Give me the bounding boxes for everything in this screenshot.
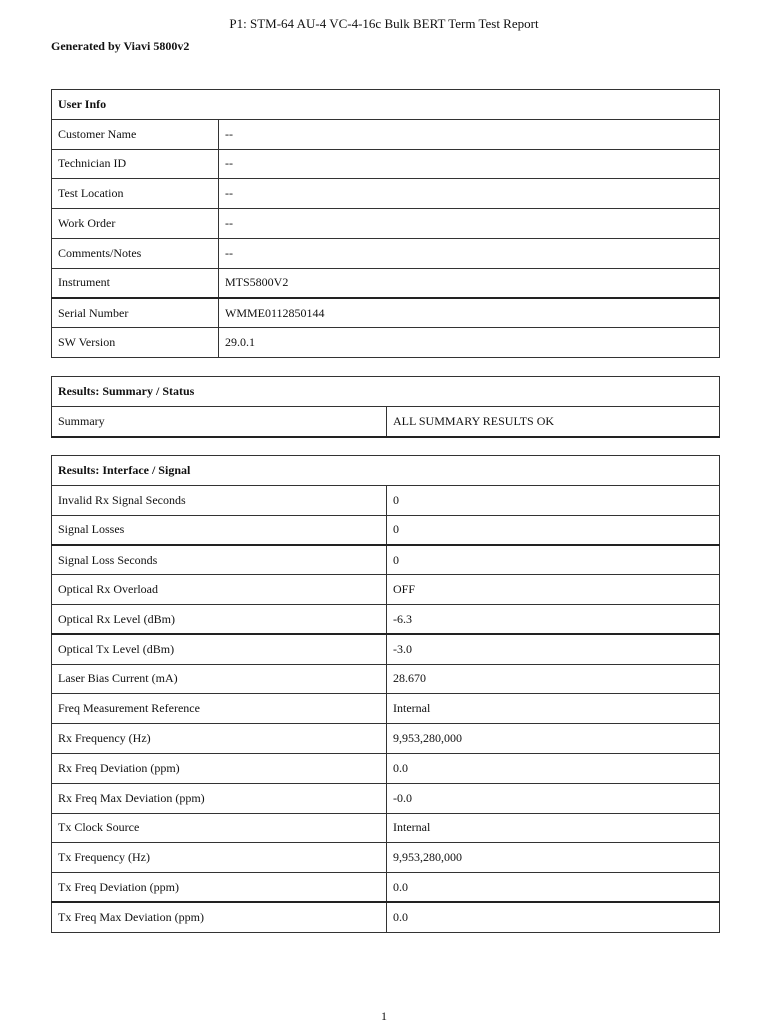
summary-value: ALL SUMMARY RESULTS OK xyxy=(387,407,720,437)
table-row xyxy=(52,268,720,298)
invalid-rx-signal-seconds-value: 0 xyxy=(387,485,720,515)
table-row xyxy=(52,664,720,694)
instrument-value: MTS5800V2 xyxy=(219,268,720,298)
work-order-label: Work Order xyxy=(52,209,219,239)
tx-freq-deviation-label: Tx Freq Deviation (ppm) xyxy=(52,873,387,903)
table-row xyxy=(52,575,720,605)
table-row xyxy=(52,753,720,783)
table-row xyxy=(52,634,720,664)
summary-status-heading: Results: Summary / Status xyxy=(52,377,720,407)
table-row xyxy=(52,328,720,358)
table-row xyxy=(52,694,720,724)
optical-rx-level-value: -6.3 xyxy=(387,604,720,634)
signal-loss-seconds-value: 0 xyxy=(387,545,720,575)
rx-freq-max-deviation-value: -0.0 xyxy=(387,783,720,813)
sw-version-label: SW Version xyxy=(52,328,219,358)
table-row xyxy=(52,515,720,545)
tx-clock-source-value: Internal xyxy=(387,813,720,843)
tx-freq-deviation-value: 0.0 xyxy=(387,873,720,903)
optical-rx-overload-label: Optical Rx Overload xyxy=(52,575,387,605)
report-title: P1: STM-64 AU-4 VC-4-16c Bulk BERT Term Test Report xyxy=(229,16,539,31)
summary-status-heading-row xyxy=(52,377,720,407)
technician-id-value: -- xyxy=(219,149,720,179)
serial-number-label: Serial Number xyxy=(52,298,219,328)
customer-name-value: -- xyxy=(219,119,720,149)
invalid-rx-signal-seconds-label: Invalid Rx Signal Seconds xyxy=(52,485,387,515)
signal-loss-seconds-label: Signal Loss Seconds xyxy=(52,545,387,575)
table-row xyxy=(52,298,720,328)
optical-rx-overload-value: OFF xyxy=(387,575,720,605)
comments-notes-value: -- xyxy=(219,238,720,268)
table-row xyxy=(52,545,720,575)
freq-measurement-reference-value: Internal xyxy=(387,694,720,724)
comments-notes-label: Comments/Notes xyxy=(52,238,219,268)
table-row xyxy=(52,902,720,932)
signal-losses-value: 0 xyxy=(387,515,720,545)
rx-freq-max-deviation-label: Rx Freq Max Deviation (ppm) xyxy=(52,783,387,813)
table-row xyxy=(52,873,720,903)
rx-freq-deviation-value: 0.0 xyxy=(387,753,720,783)
laser-bias-current-value: 28.670 xyxy=(387,664,720,694)
table-row xyxy=(52,238,720,268)
table-row xyxy=(52,407,720,437)
tx-freq-max-deviation-label: Tx Freq Max Deviation (ppm) xyxy=(52,902,387,932)
user-info-table xyxy=(51,89,720,358)
laser-bias-current-label: Laser Bias Current (mA) xyxy=(52,664,387,694)
serial-number-value: WMME0112850144 xyxy=(219,298,720,328)
summary-status-table xyxy=(51,376,720,438)
table-row xyxy=(52,843,720,873)
generated-by-label: Generated by Viavi 5800v2 xyxy=(51,39,190,53)
table-row xyxy=(52,783,720,813)
tx-frequency-value: 9,953,280,000 xyxy=(387,843,720,873)
test-location-label: Test Location xyxy=(52,179,219,209)
table-row xyxy=(52,119,720,149)
technician-id-label: Technician ID xyxy=(52,149,219,179)
optical-tx-level-value: -3.0 xyxy=(387,634,720,664)
instrument-label: Instrument xyxy=(52,268,219,298)
rx-frequency-value: 9,953,280,000 xyxy=(387,724,720,754)
work-order-value: -- xyxy=(219,209,720,239)
table-row xyxy=(52,179,720,209)
table-row xyxy=(52,149,720,179)
tx-clock-source-label: Tx Clock Source xyxy=(52,813,387,843)
interface-signal-heading: Results: Interface / Signal xyxy=(52,456,720,486)
interface-signal-heading-row xyxy=(52,456,720,486)
customer-name-label: Customer Name xyxy=(52,119,219,149)
optical-tx-level-label: Optical Tx Level (dBm) xyxy=(52,634,387,664)
table-row xyxy=(52,813,720,843)
table-row xyxy=(52,485,720,515)
rx-frequency-label: Rx Frequency (Hz) xyxy=(52,724,387,754)
table-row xyxy=(52,724,720,754)
summary-label: Summary xyxy=(52,407,387,437)
table-row xyxy=(52,604,720,634)
test-location-value: -- xyxy=(219,179,720,209)
page-number: 1 xyxy=(381,1009,387,1023)
user-info-heading-row xyxy=(52,90,720,120)
table-row xyxy=(52,209,720,239)
signal-losses-label: Signal Losses xyxy=(52,515,387,545)
interface-signal-table xyxy=(51,455,720,933)
tx-freq-max-deviation-value: 0.0 xyxy=(387,902,720,932)
tx-frequency-label: Tx Frequency (Hz) xyxy=(52,843,387,873)
optical-rx-level-label: Optical Rx Level (dBm) xyxy=(52,604,387,634)
user-info-heading: User Info xyxy=(52,90,720,120)
rx-freq-deviation-label: Rx Freq Deviation (ppm) xyxy=(52,753,387,783)
freq-measurement-reference-label: Freq Measurement Reference xyxy=(52,694,387,724)
sw-version-value: 29.0.1 xyxy=(219,328,720,358)
